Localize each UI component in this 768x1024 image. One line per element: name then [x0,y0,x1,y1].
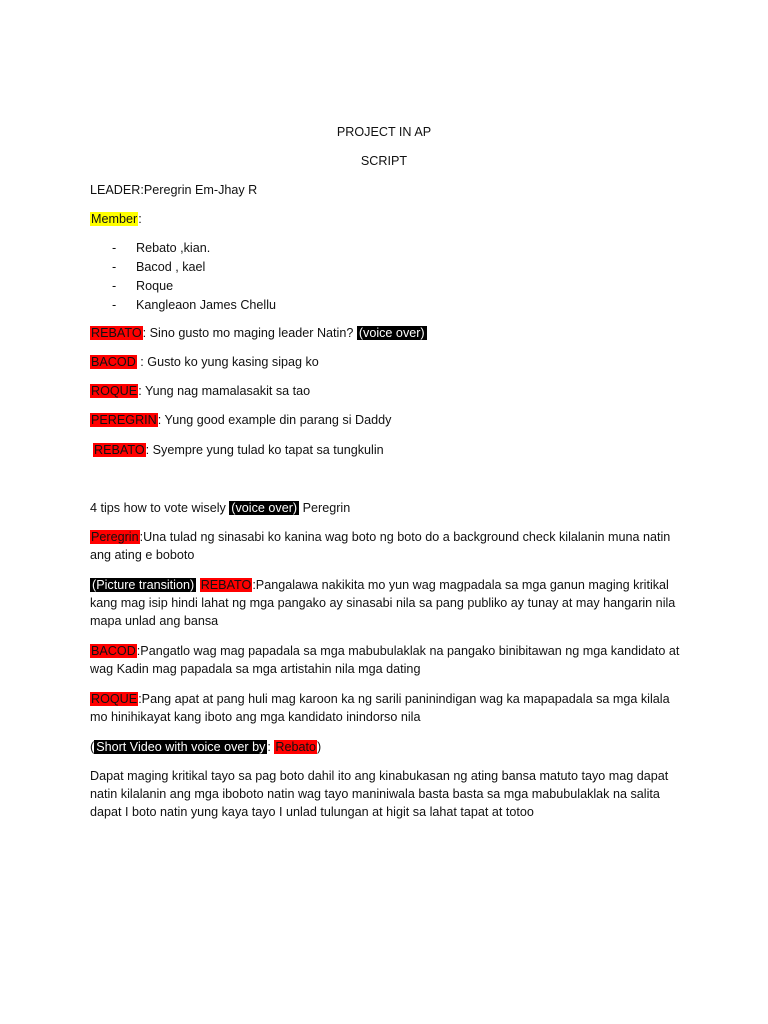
speaker-tag: Peregrin [91,530,139,544]
tip-paragraph [90,690,680,726]
dialogue-line [90,324,680,342]
tip-paragraph [90,642,680,678]
tip-paragraph [90,576,680,630]
speaker-tag: ROQUE [91,384,138,398]
speaker-tag: REBATO [200,578,252,592]
short-video-tag: Short Video with voice over by [96,740,266,754]
doc-title: PROJECT IN AP [336,125,432,139]
dialogue-line [90,382,680,400]
speaker-tag: REBATO [91,326,142,340]
member-item [112,258,205,276]
short-video-line [90,738,680,756]
tips-heading [90,499,680,517]
tip-text: :Una tulad ng sinasabi ko kanina wag boto ng boto do a background check kilalanin muna natin ang ating e boboto [90,530,671,562]
tips-heading-narrator: Peregrin [299,501,351,515]
bullet-dash: - [112,241,117,255]
bullet-dash: - [112,298,117,312]
tip-text: :Pangatlo wag mag papadala sa mga mabubulaklak na pangako binibitawan ng mga kandidato at wag Kadin mag papadala sa mga artistahin nila mga dating [90,644,680,676]
dialogue-text: : Syempre yung tulad ko tapat sa tungkulin [145,443,384,457]
speaker-tag: REBATO [94,443,145,457]
dialogue-text: : Yung nag mamalasakit sa tao [138,384,311,398]
paren-close: ) [317,740,322,754]
member-name: Rebato ,kian. [136,241,211,255]
dialogue-line [90,353,680,371]
tip-paragraph [90,528,680,564]
picture-transition-tag: (Picture transition) [92,578,195,592]
speaker-tag: ROQUE [91,692,138,706]
bullet-dash: - [112,260,117,274]
member-name: Kangleaon James Chellu [136,298,277,312]
dialogue-text: : Yung good example din parang si Daddy [157,413,392,427]
speaker-tag: BACOD [91,644,136,658]
tip-text: :Pangalawa nakikita mo yun wag magpadala sa mga ganun maging kritikal kang mag isip hindi lahat ng mga pangako ay sinasabi nila sa pang publiko ay tunay at may hangarin nila mapa unlad ang bansa [90,578,676,628]
dialogue-line [90,411,680,429]
member-name: Roque [136,279,174,293]
dialogue-text: : Gusto ko yung kasing sipag ko [136,355,319,369]
member-item [112,239,210,257]
member-name: Bacod , kael [136,260,206,274]
voice-over-tag: (voice over) [231,501,298,515]
tip-text: :Pang apat at pang huli mag karoon ka ng sarili paninindigan wag ka mapapadala sa mga kilala mo hinihikayat kang iboto ang mga kandidato inindorso nila [90,692,670,724]
member-heading [90,210,680,228]
speaker-tag: PEREGRIN [91,413,157,427]
speaker-tag: BACOD [91,355,136,369]
bullet-dash: - [112,279,117,293]
dialogue-text: : Sino gusto mo maging leader Natin? [142,326,357,340]
leader-line: LEADER:Peregrin Em-Jhay R [90,183,258,197]
paren-open: ( [90,740,95,754]
tips-heading-text: 4 tips how to vote wisely [90,501,230,515]
speaker-tag: Rebato [275,740,317,754]
member-colon: : [138,212,142,226]
member-item [112,277,173,295]
doc-subtitle: SCRIPT [360,154,408,168]
closing-paragraph: Dapat maging kritikal tayo sa pag boto dahil ito ang kinabukasan ng ating bansa matuto tayo mag dapat natin kilalanin ang mga iboboto natin wag tayo maniniwala basta basta sa mga mabubulaklak na salita dapat I boto natin yung kaya tayo I unlad tulungan at higit sa lahat tapat at totoo [90,769,669,819]
member-item [112,296,276,314]
voice-over-tag: (voice over) [358,326,425,340]
short-video-colon: : [267,740,275,754]
dialogue-line [93,441,683,459]
member-label: Member [91,212,138,226]
